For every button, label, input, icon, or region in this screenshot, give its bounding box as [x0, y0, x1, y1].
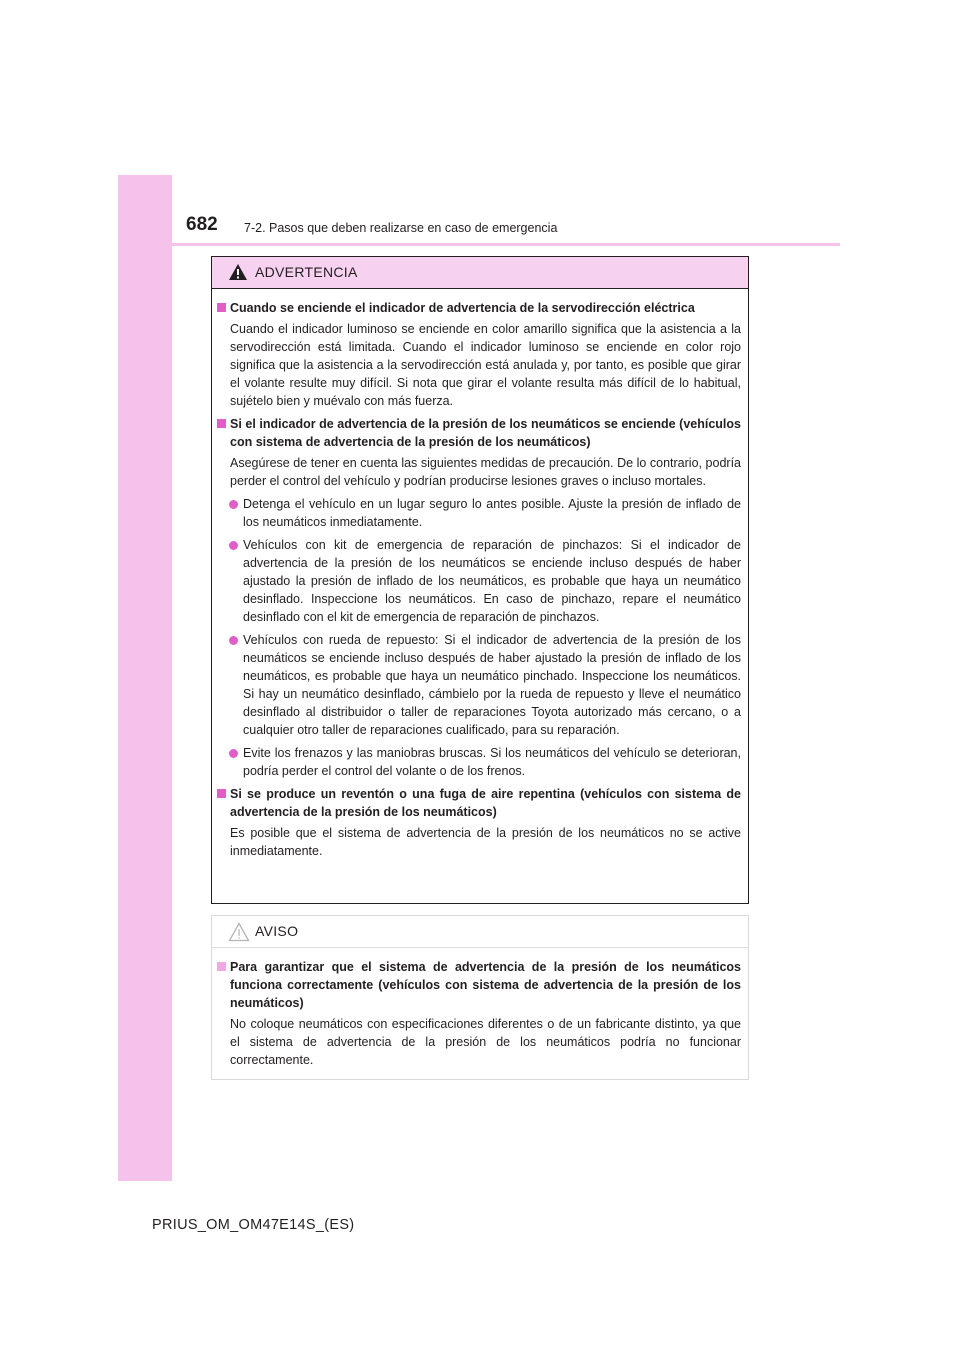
- warning-bullet: Detenga el vehículo en un lugar seguro lo antes posible. Ajuste la presión de inflado de los neumáticos inmediatamente.: [212, 495, 741, 531]
- warning-item-text: Asegúrese de tener en cuenta las siguientes medidas de precaución. De lo contrario, podría perder el control del vehículo y podrían producirse lesiones graves o incluso mortales.: [230, 456, 741, 488]
- notice-box-header: [212, 916, 748, 948]
- warning-triangle-icon: [228, 263, 248, 281]
- warning-item-heading: Cuando se enciende el indicador de advertencia de la servodirección eléctrica: [212, 299, 741, 317]
- warning-item-heading: Si el indicador de advertencia de la presión de los neumáticos se enciende (vehículos con sistema de advertencia de la presión de los neumáticos): [212, 415, 741, 451]
- square-bullet-icon: [217, 962, 226, 971]
- round-bullet-icon: [229, 636, 238, 645]
- round-bullet-icon: [229, 541, 238, 550]
- square-bullet-icon: [217, 303, 226, 312]
- warning-box-header: [212, 257, 748, 289]
- warning-box: [211, 256, 749, 904]
- side-color-band: [118, 175, 172, 1181]
- warning-bullet: Vehículos con kit de emergencia de reparación de pinchazos: Si el indicador de advertencia de la presión de los neumáticos se enciende incluso después de haber ajustado la presión de inflado de los neumáticos, es probable que haya un neumático desinflado. Inspeccione los neumáticos. En caso de pinchazo, repare el neumático desinflado con el kit de emergencia de reparación de pinchazos.: [212, 536, 741, 626]
- notice-body: [212, 958, 748, 1074]
- header-rule: [118, 243, 840, 246]
- round-bullet-icon: [229, 500, 238, 509]
- warning-body: [212, 299, 748, 865]
- warning-bullet: Evite los frenazos y las maniobras bruscas. Si los neumáticos del vehículo se deterioran, podría perder el control del volante o de los frenos.: [212, 744, 741, 780]
- round-bullet-icon: [229, 749, 238, 758]
- notice-item-text: No coloque neumáticos con especificaciones diferentes o de un fabricante distinto, ya que el sistema de advertencia de la presión de los neumáticos podría no funcionar correctamente.: [230, 1017, 741, 1067]
- section-title: 7-2. Pasos que deben realizarse en caso de emergencia: [244, 221, 558, 235]
- caution-triangle-icon: [228, 922, 250, 942]
- warning-title: ADVERTENCIA: [255, 264, 358, 280]
- warning-item-text: Cuando el indicador luminoso se enciende en color amarillo significa que la asistencia a la servodirección está limitada. Cuando el indicador luminoso se enciende en color rojo significa que la asistencia a la servodirección está anulada y, por tanto, es posible que girar el volante resulte muy difícil. Si nota que girar el volante resulta más difícil de lo habitual, sujételo bien y muévalo con más fuerza.: [230, 322, 741, 408]
- warning-item-heading: Si se produce un reventón o una fuga de aire repentina (vehículos con sistema de advertencia de la presión de los neumáticos): [212, 785, 741, 821]
- notice-item-heading: Para garantizar que el sistema de advertencia de la presión de los neumáticos funciona correctamente (vehículos con sistema de advertencia de la presión de los neumáticos): [212, 958, 741, 1012]
- warning-item-text: Es posible que el sistema de advertencia de la presión de los neumáticos no se active inmediatamente.: [230, 826, 741, 858]
- square-bullet-icon: [217, 789, 226, 798]
- footer-doc-code: PRIUS_OM_OM47E14S_(ES): [152, 1217, 355, 1233]
- notice-title: AVISO: [255, 923, 299, 939]
- page-number: 682: [186, 214, 218, 235]
- square-bullet-icon: [217, 419, 226, 428]
- warning-bullet: Vehículos con rueda de repuesto: Si el indicador de advertencia de la presión de los neumáticos se enciende incluso después de haber ajustado la presión de inflado de los neumáticos, es probable que haya un neumático pinchado. Inspeccione los neumáticos. Si hay un neumático desinflado, cámbielo por la rueda de repuesto y lleve el neumático desinflado al distribuidor o taller de reparaciones Toyota autorizado más cercano, o a cualquier otro taller de reparaciones cualificado, para su reparación.: [212, 631, 741, 739]
- notice-box: [211, 915, 749, 1080]
